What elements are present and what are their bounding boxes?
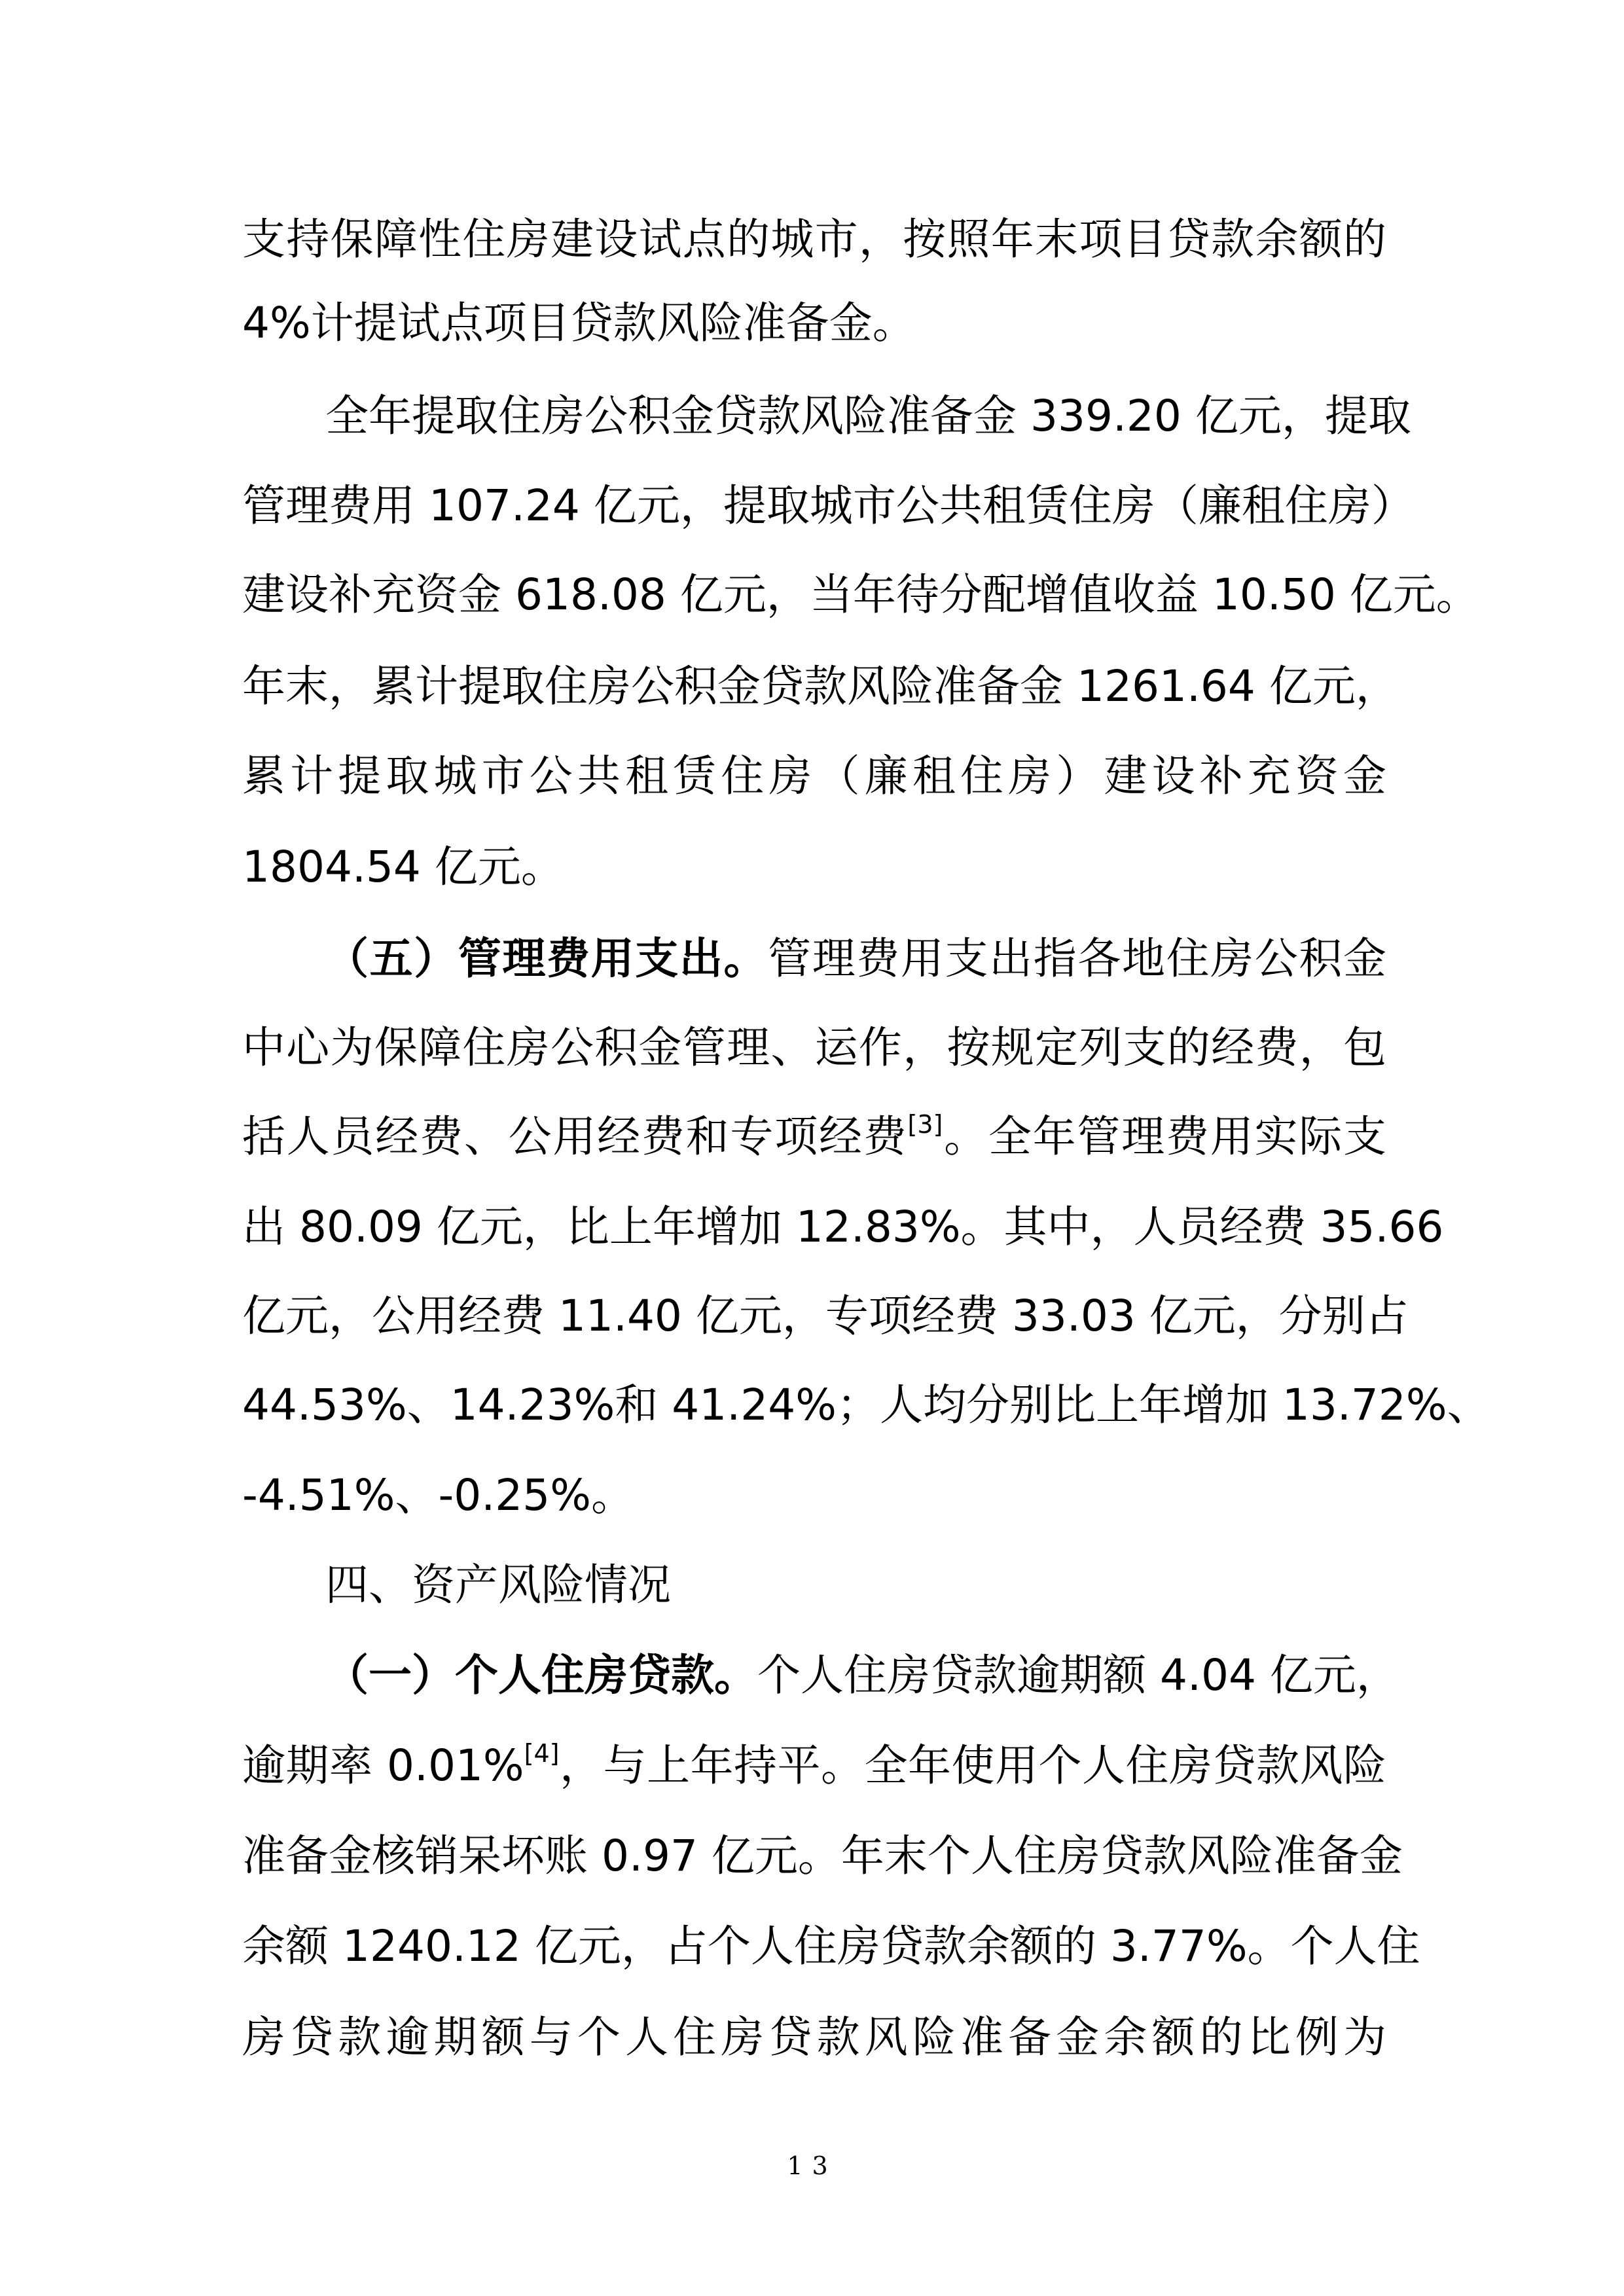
section-4-1-text: 个人住房贷款逾期额 4.04 亿元，: [757, 1650, 1399, 1700]
section-5-heading: （五）管理费用支出。: [325, 933, 768, 984]
section-4-1-text: 逾期率 0.01%: [242, 1740, 524, 1791]
paragraph-line: 建设补充资金 618.08 亿元，当年待分配增值收益 10.50 亿元。: [242, 569, 1479, 620]
section-5-text: 管理费用支出指各地住房公积金: [768, 933, 1387, 984]
section-4-1-line: [325, 1650, 1399, 1700]
paragraph-line: 准备金核销呆坏账 0.97 亿元。年末个人住房贷款风险准备金: [242, 1831, 1403, 1881]
page-number: 13: [787, 2151, 837, 2180]
footnote-ref: [4]: [524, 1739, 560, 1768]
paragraph-line: 全年提取住房公积金贷款风险准备金 339.20 亿元，提取: [325, 391, 1411, 441]
section-4-1-line: [242, 1739, 1386, 1791]
paragraph-line: 房贷款逾期额与个人住房贷款风险准备金余额的比例为: [242, 2012, 1386, 2062]
paragraph-line: -4.51%、-0.25%。: [242, 1470, 634, 1520]
section-5-line: [242, 1110, 1387, 1162]
section-4-1-text: ，与上年持平。全年使用个人住房贷款风险: [559, 1740, 1386, 1791]
paragraph-line: 年末，累计提取住房公积金贷款风险准备金 1261.64 亿元，: [242, 661, 1399, 711]
paragraph-line: 管理费用 107.24 亿元，提取城市公共租赁住房（廉租住房）: [242, 480, 1415, 531]
paragraph-line: 累计提取城市公共租赁住房（廉租住房）建设补充资金: [242, 751, 1386, 801]
paragraph-line: 1804.54 亿元。: [242, 842, 564, 892]
footnote-ref: [3]: [907, 1110, 943, 1139]
section-5-text: 括人员经费、公用经费和专项经费: [242, 1111, 908, 1162]
paragraph-line: 4%计提试点项目贷款风险准备金。: [242, 298, 916, 348]
paragraph-line: 44.53%、14.23%和 41.24%；人均分别比上年增加 13.72%、: [242, 1380, 1490, 1430]
paragraph-line: 余额 1240.12 亿元，占个人住房贷款余额的 3.77%。个人住: [242, 1921, 1420, 1971]
paragraph-line: 出 80.09 亿元，比上年增加 12.83%。其中，人员经费 35.66: [242, 1202, 1444, 1252]
section-5-text: 。全年管理费用实际支: [943, 1111, 1387, 1162]
section-title: 四、资产风险情况: [325, 1560, 671, 1610]
paragraph-line: 支持保障性住房建设试点的城市，按照年末项目贷款余额的: [242, 214, 1386, 264]
paragraph-line: 亿元，公用经费 11.40 亿元，专项经费 33.03 亿元，分别占: [242, 1291, 1409, 1341]
section-5-line: [325, 933, 1387, 984]
section-4-1-heading: （一）个人住房贷款。: [325, 1650, 757, 1700]
paragraph-line: 中心为保障住房公积金管理、运作，按规定列支的经费，包: [242, 1022, 1386, 1073]
